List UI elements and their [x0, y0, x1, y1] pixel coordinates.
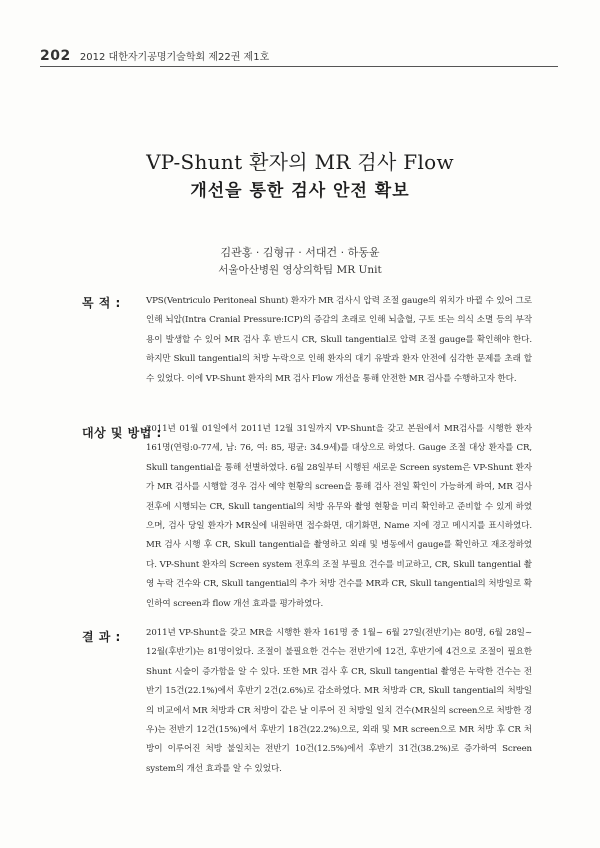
objective-label: 목 적 : — [82, 296, 121, 310]
page-number: 202 — [40, 48, 71, 64]
paper-title-line-1: VP-Shunt 환자의 MR 검사 Flow — [146, 150, 454, 174]
methods-text: 2011년 01월 01일에서 2011년 12월 31일까지 VP-Shunt을 갖고 본원에서 MR검사를 시행한 환자 161명(연령:0-77세, 남: 76, 여: 85, 평균: 34.9세)를 대상으로 하였다. Gauge 조절 대상 환자를 CR, Skull tangential을 통해 선별하였다. 6월 28일부터 시행된 새로운 Screen system은 VP-Shunt 환자가 MR 검사를 시행할 경우 검사 예약 현황의 screen을 통해 검사 전일 확인이 가능하게 하여, MR 검사 전후에 시행되는 CR, Skull tangential의 처방 유무와 촬영 현황을 미리 확인하고 준비할 수 있게 하였으며, 검사 당일 환자가 MR실에 내원하면 접수화면, 대기화면, Name 지에 경고 메시지를 표시하였다. MR 검사 시행 후 CR, Skull tangential을 촬영하고 외래 및 병동에서 gauge를 확인하고 재조정하였다. VP-Shunt 환자의 Screen system 전후의 조절 부필요 건수를 비교하고, CR, Skull tangential 촬영 누락 건수와 CR, Skull tangential의 추가 처방 건수를 MR과 CR, Skull tangential의 처방일로 확인하여 screen과 flow 개선 효과를 평가하였다. — [146, 424, 532, 609]
paper-title-line-2: 개선을 통한 검사 안전 확보 — [190, 181, 410, 201]
running-header — [40, 48, 560, 64]
journal-name: 2012 대한자기공명기술학회 제22권 제1호 — [79, 52, 270, 63]
results-label: 결 과 : — [82, 630, 121, 644]
header-divider — [40, 66, 558, 67]
author-list: 김관홍 · 김형규 · 서대건 · 하동윤 — [220, 246, 380, 259]
affiliation: 서울아산병원 영상의학팀 MR Unit — [218, 264, 382, 276]
objective-text: VPS(Ventriculo Peritoneal Shunt) 환자가 MR 검사시 압력 조절 gauge의 위치가 바뀔 수 있어 그로 인해 뇌압(Intra Cranial Pressure:ICP)의 증감의 초래로 인해 뇌출혈, 구토 또는 의식 소멸 등의 부작용이 발생할 수 있어 MR 검사 후 반드시 CR, Skull tangential로 압력 조절 gauge를 확인해야 한다. 하지만 Skull tangential의 처방 누락으로 인해 환자의 대기 유발과 환자 안전에 심각한 문제를 초래 할 수 있었다. 이에 VP-Shunt 환자의 MR 검사 Flow 개선을 통해 안전한 MR 검사를 수행하고자 한다. — [146, 296, 532, 384]
results-text: 2011년 VP-Shunt을 갖고 MR을 시행한 환자 161명 중 1월~ 6월 27일(전반기)는 80명, 6월 28일~ 12월(후반기)는 81명이었다. 조절이 불필요한 건수는 전반기에 12건, 후반기에 4건으로 조절이 필요한 Shunt 시술이 증가함을 알 수 있다. 또한 MR 검사 후 CR, Skull tangential 촬영은 누락한 건수는 전반기 15건(22.1%)에서 후반기 2건(2.6%)로 감소하였다. MR 처방과 CR, Skull tangential의 처방일의 비교에서 MR 처방과 CR 처방이 같은 날 이루어 진 처방일 일치 건수(MR실의 screen으로 처방한 경우)는 전반기 12건(15%)에서 후반기 18건(22.2%)으로, 외래 및 MR screen으로 MR 처방 후 CR 처방이 이루어진 처방 불일치는 전반기 10건(12.5%)에서 후반기 31건(38.2%)로 증가하여 Screen system의 개선 효과를 알 수 있었다. — [146, 628, 532, 774]
methods-label: 대상 및 방법 : — [82, 426, 162, 440]
